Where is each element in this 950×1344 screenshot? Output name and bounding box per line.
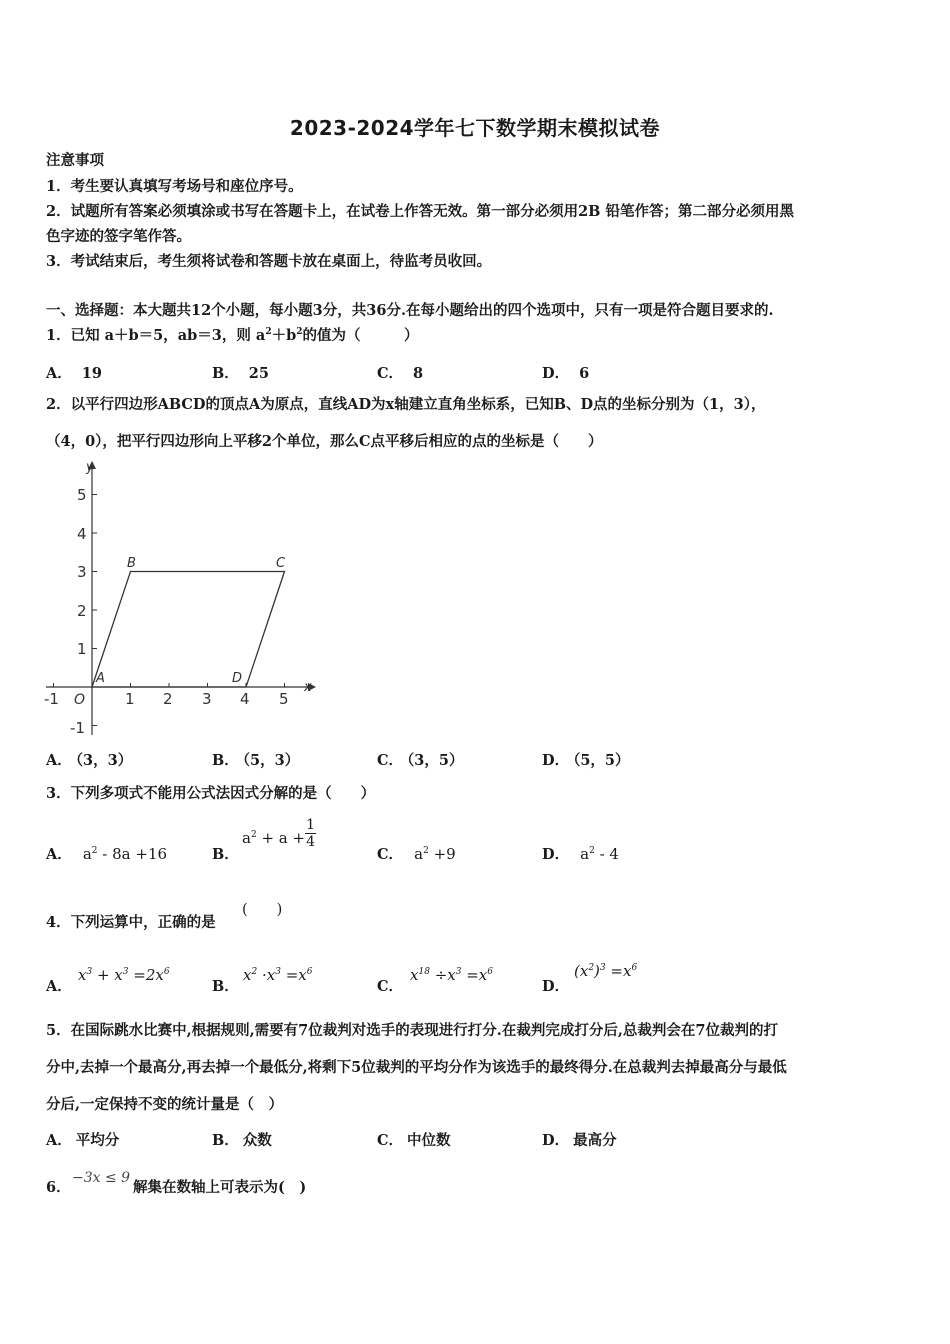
origin-label: O bbox=[74, 692, 86, 708]
question-4-stem: 4．下列运算中，正确的是 bbox=[46, 914, 216, 931]
y-tick-label: 5 bbox=[77, 486, 87, 504]
q1-option-c[interactable]: C． 8 bbox=[377, 365, 424, 382]
q5-option-c[interactable]: C． 中位数 bbox=[377, 1132, 451, 1149]
q5-option-a[interactable]: A． 平均分 bbox=[46, 1132, 120, 1149]
q3-option-c[interactable]: C． $a^2 +9$ bbox=[377, 845, 456, 863]
q1-option-a[interactable]: A． 19 bbox=[46, 365, 102, 382]
question-4-paren: ( ) bbox=[242, 902, 283, 918]
q4-option-a-label[interactable]: A． bbox=[46, 978, 72, 995]
y-tick-label: 3 bbox=[77, 563, 87, 581]
q1-option-d[interactable]: D． 6 bbox=[542, 365, 590, 382]
q4-option-d-label[interactable]: D． bbox=[542, 978, 570, 995]
q2-option-d[interactable]: D． （5，5） bbox=[542, 752, 630, 769]
notice-item: 2．试题所有答案必须填涂或书写在答题卡上，在试卷上作答无效。第一部分必须用2B 铅笔作答；第二部分必须用黑 bbox=[46, 203, 794, 220]
question-5-line: 5．在国际跳水比赛中,根据规则,需要有7位裁判对选手的表现进行打分.在裁判完成打分后,总裁判会在7位裁判的打 bbox=[46, 1022, 778, 1039]
section-heading: 一、选择题：本大题共12个小题，每小题3分，共36分.在每小题给出的四个选项中，只有一项是符合题目要求的. bbox=[46, 302, 774, 319]
parallelogram-abcd bbox=[92, 572, 285, 688]
question-2-line: 2．以平行四边形ABCD的顶点A为原点，直线AD为x轴建立直角坐标系，已知B、D点的坐标分别为（1，3）， bbox=[46, 396, 766, 413]
y-tick-label: 2 bbox=[77, 602, 87, 620]
question-2-line: （4，0），把平行四边形向上平移2个单位，那么C点平移后相应的点的坐标是（ ） bbox=[46, 433, 603, 450]
y-tick-label: -1 bbox=[70, 719, 85, 737]
x-tick-label: 2 bbox=[163, 690, 173, 708]
q3-option-d[interactable]: D． $a^2 - 4$ bbox=[542, 845, 619, 863]
notice-item: 色字迹的签字笔作答。 bbox=[46, 228, 191, 245]
q4-option-b-expr: $x^2 \cdot x^3 =x^6$ bbox=[243, 966, 313, 984]
point-c-label: C bbox=[276, 556, 286, 571]
q4-option-c-expr: $x^{18} \div x^3 =x^6$ bbox=[410, 966, 493, 984]
question-3-stem: 3．下列多项式不能用公式法因式分解的是（ ） bbox=[46, 785, 376, 802]
q4-option-c-label[interactable]: C． bbox=[377, 978, 404, 995]
q3-option-b-expr: $a^2 + a$ + $\frac{1}{4}$ bbox=[242, 817, 315, 850]
x-axis-label: x bbox=[304, 680, 312, 695]
question-6-inequality: −3x ≤ 9 bbox=[72, 1170, 131, 1186]
q3-option-b-label[interactable]: B． bbox=[212, 846, 239, 863]
point-b-label: B bbox=[127, 556, 136, 571]
x-tick-label: -1 bbox=[44, 690, 59, 708]
x-tick-label: 4 bbox=[240, 690, 250, 708]
question-6-number: 6． bbox=[46, 1179, 71, 1196]
x-tick-label: 3 bbox=[202, 690, 212, 708]
q5-option-b[interactable]: B． 众数 bbox=[212, 1132, 272, 1149]
page-title: 2023-2024学年七下数学期末模拟试卷 bbox=[289, 116, 661, 140]
q4-option-d-expr: $(x^2)^3 =x^6$ bbox=[574, 962, 638, 980]
notice-item: 1．考生要认真填写考场号和座位序号。 bbox=[46, 178, 303, 195]
notice-item: 3．考试结束后，考生须将试卷和答题卡放在桌面上，待监考员收回。 bbox=[46, 253, 492, 270]
y-tick-label: 1 bbox=[77, 640, 87, 658]
y-tick-label: 4 bbox=[77, 525, 87, 543]
question-5-line: 分中,去掉一个最高分,再去掉一个最低分,将剩下5位裁判的平均分作为该选手的最终得分.在总裁判去掉最高分与最低 bbox=[46, 1059, 787, 1076]
q5-option-d[interactable]: D． 最高分 bbox=[542, 1132, 617, 1149]
x-tick-label: 5 bbox=[279, 690, 289, 708]
q1-option-b[interactable]: B． 25 bbox=[212, 365, 269, 382]
question-5-line: 分后,一定保持不变的统计量是（ ） bbox=[46, 1096, 284, 1113]
question-6-stem: 解集在数轴上可表示为( ) bbox=[133, 1179, 307, 1196]
q3-option-a[interactable]: A． $a^2 - 8a +16$ bbox=[46, 845, 168, 863]
point-a-label: A bbox=[96, 671, 105, 686]
q2-option-b[interactable]: B． （5，3） bbox=[212, 752, 300, 769]
point-d-label: D bbox=[232, 671, 243, 686]
coordinate-graph bbox=[40, 455, 325, 745]
q4-option-a-expr: $x^3 + x^3 =2x^6$ bbox=[78, 966, 170, 984]
x-tick-label: 1 bbox=[125, 690, 135, 708]
question-1-stem: 1．已知 a＋b＝5，ab＝3，则 $a^2+b^2$的值为（ ） bbox=[46, 327, 419, 344]
q2-option-c[interactable]: C． （3，5） bbox=[377, 752, 464, 769]
q4-option-b-label[interactable]: B． bbox=[212, 978, 239, 995]
y-axis-label: y bbox=[86, 460, 94, 475]
q2-option-a[interactable]: A． （3，3） bbox=[46, 752, 133, 769]
notice-heading: 注意事项 bbox=[46, 152, 104, 169]
fraction-one-quarter: $\frac{1}{4}$ bbox=[306, 817, 315, 850]
